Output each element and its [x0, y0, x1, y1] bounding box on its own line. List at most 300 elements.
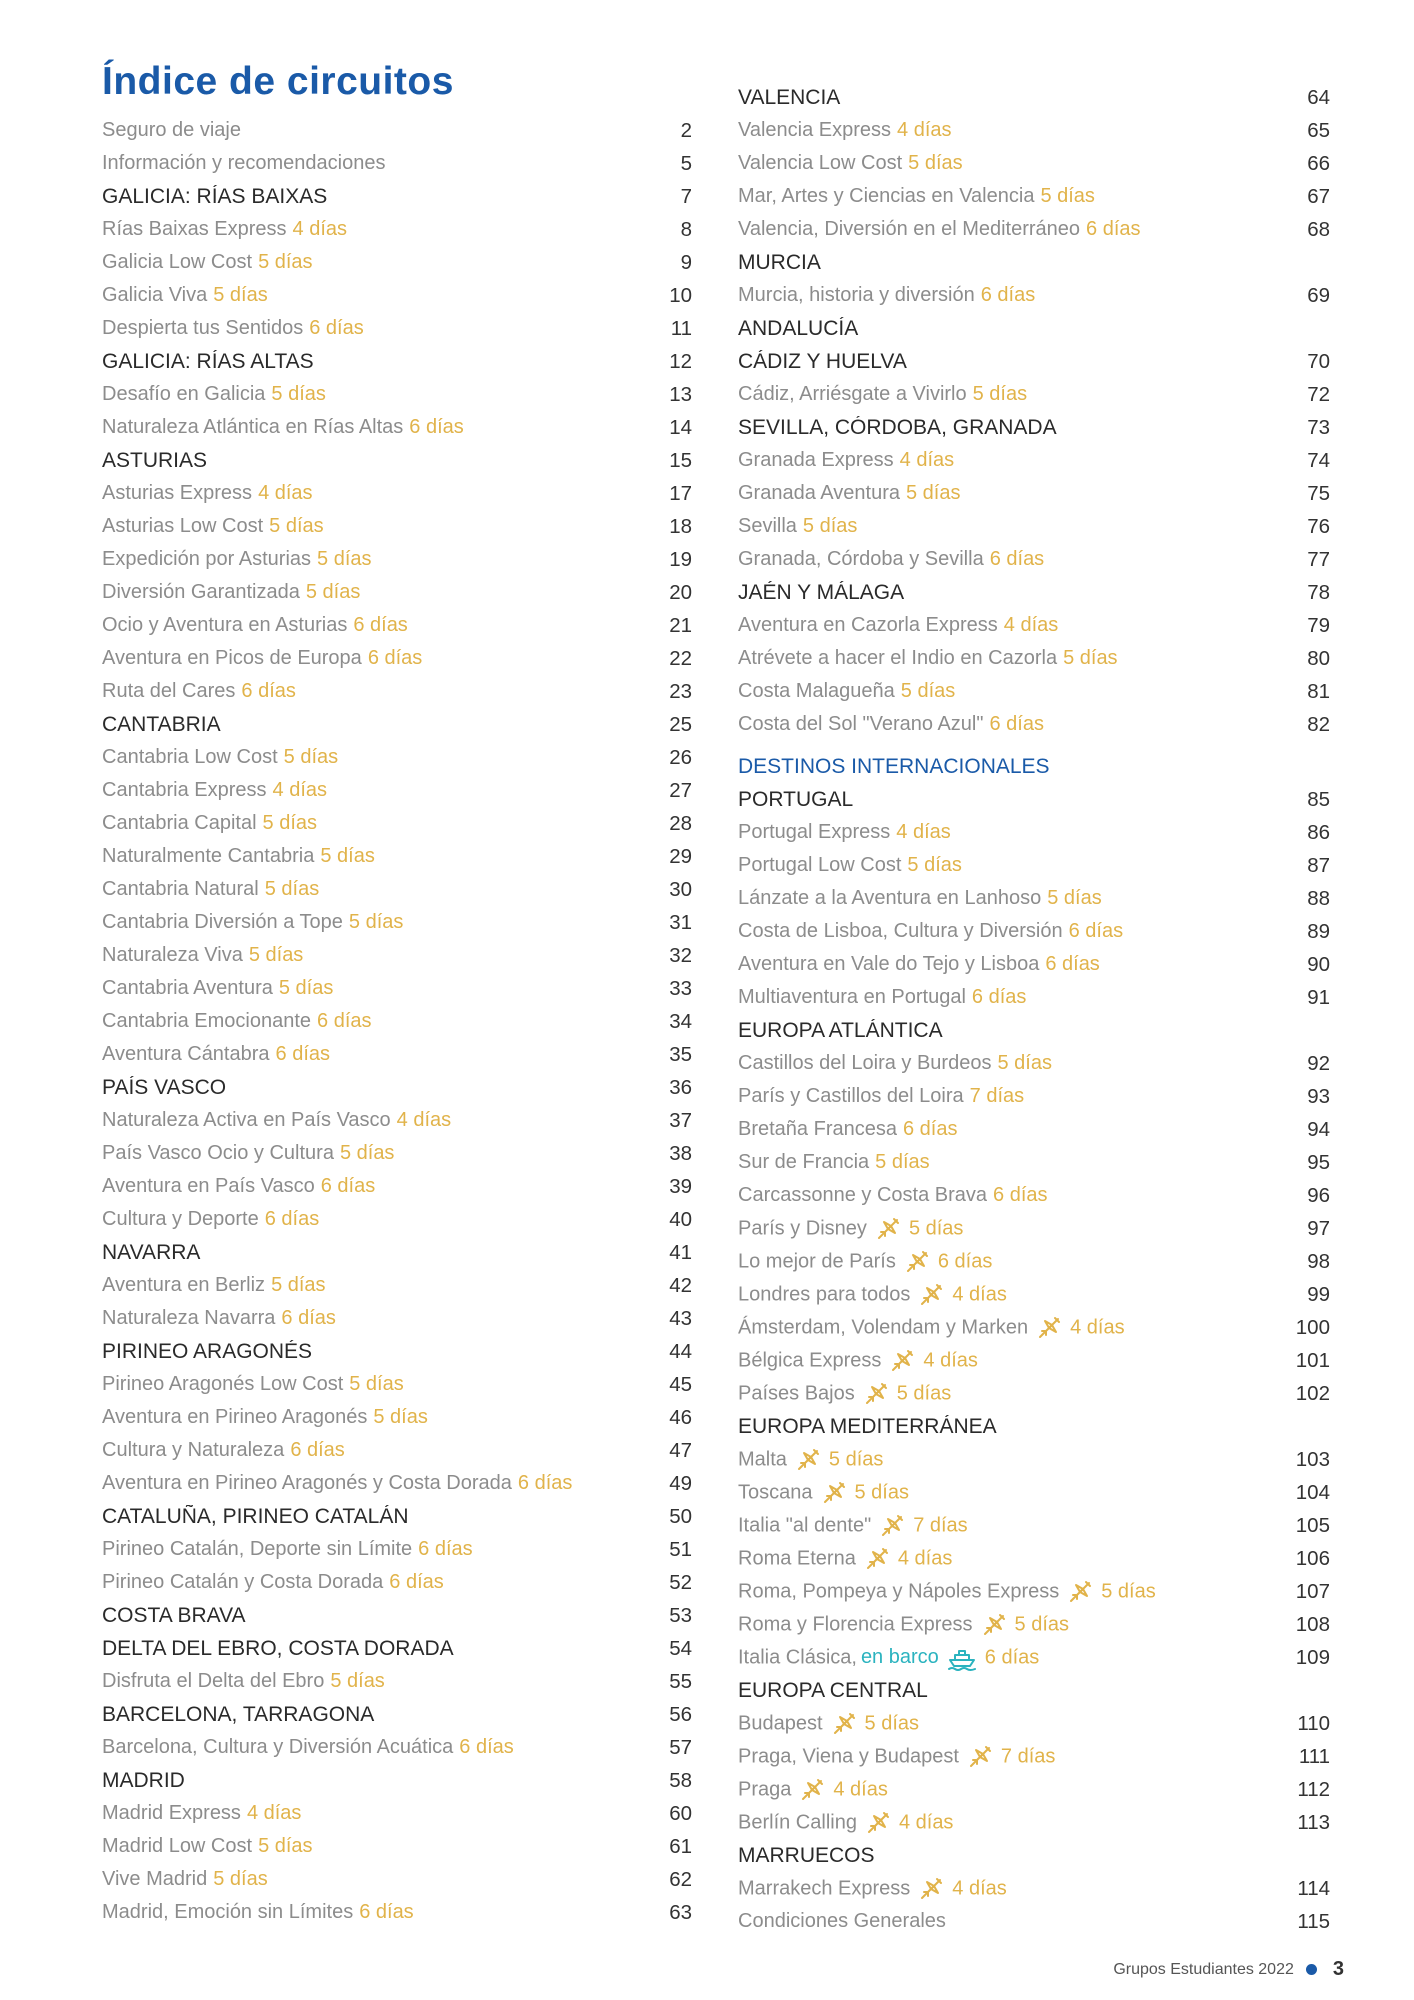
entry-duration: 6 días: [281, 1307, 336, 1329]
entry-title: Información y recomendaciones: [102, 152, 386, 174]
entry-title: Aventura en Berliz: [102, 1274, 266, 1296]
page-ref: 66: [1307, 151, 1330, 175]
entry-duration: 5 días: [348, 911, 404, 933]
entry-note: en barco: [860, 1645, 939, 1668]
entry-title: Naturaleza Atlántica en Rías Altas: [102, 416, 404, 438]
entry-title: Cantabria Aventura: [102, 977, 273, 999]
entry-title: Naturaleza Activa en País Vasco: [102, 1109, 391, 1131]
entry-title: GALICIA: RÍAS BAIXAS: [102, 184, 328, 208]
entry-title: Asturias Low Cost: [102, 515, 264, 537]
entry-text: [102, 812, 642, 835]
entry-title: Marrakech Express: [738, 1876, 911, 1899]
entry-text: [738, 1645, 1280, 1671]
page-ref: 104: [1295, 1480, 1330, 1504]
entry-title: EUROPA CENTRAL: [738, 1678, 928, 1702]
toc-entry-aventura-en-pirineo-aragones: [102, 1401, 692, 1434]
toc-entry-italia-clasica: [738, 1641, 1330, 1674]
entry-text: [738, 383, 1280, 406]
toc-entry-naturaleza-navarra: [102, 1302, 692, 1335]
toc-section-murcia: [738, 246, 1330, 279]
page-ref: 108: [1295, 1612, 1330, 1636]
page-ref: 56: [669, 1702, 692, 1726]
entry-text: [102, 944, 642, 967]
page-ref: 74: [1307, 448, 1330, 472]
page-ref: 28: [669, 811, 692, 835]
page-ref: 78: [1307, 580, 1330, 604]
entry-title: Portugal Express: [738, 821, 891, 843]
page-ref: 113: [1297, 1810, 1330, 1834]
entry-title: Ámsterdam, Volendam y Marken: [738, 1315, 1029, 1338]
entry-text: [102, 482, 642, 505]
entry-text: [102, 1868, 642, 1891]
page-ref: 81: [1307, 679, 1330, 703]
entry-title: Londres para todos: [738, 1282, 911, 1305]
entry-duration: 4 días: [897, 1546, 953, 1569]
entry-title: País Vasco Ocio y Cultura: [102, 1142, 334, 1164]
toc-entry-galicia-viva: [102, 279, 692, 312]
page-ref: 73: [1307, 415, 1330, 439]
entry-title: PORTUGAL: [738, 787, 854, 811]
entry-duration: 4 días: [833, 1777, 888, 1800]
plane-icon: [865, 1810, 891, 1836]
entry-text: [102, 1835, 642, 1858]
page-ref: 76: [1307, 514, 1330, 538]
entry-duration: 5 días: [900, 680, 956, 702]
entry-text: [102, 416, 642, 439]
toc-right-column: [738, 81, 1330, 1938]
entry-text: [738, 1249, 1280, 1275]
entry-duration: 5 días: [1101, 1579, 1156, 1602]
entry-text: [738, 1810, 1280, 1836]
toc-entry-portugal-express: [738, 816, 1330, 849]
toc-section-galicia-rias-baixas: [102, 180, 692, 213]
page-ref: 101: [1295, 1348, 1330, 1372]
page-ref: 30: [669, 877, 692, 901]
entry-text: [738, 986, 1280, 1009]
entry-title: Bretaña Francesa: [738, 1118, 897, 1140]
page-ref: 52: [669, 1570, 692, 1594]
entry-duration: 7 días: [1000, 1744, 1056, 1767]
page-ref: 61: [669, 1834, 692, 1858]
page-ref: 90: [1307, 952, 1330, 976]
entry-text: [738, 1216, 1280, 1242]
page-ref: 36: [669, 1075, 692, 1099]
toc-entry-pais-vasco-ocio-y-cultura: [102, 1137, 692, 1170]
toc-entry-cantabria-emocionante: [102, 1005, 692, 1038]
entry-text: [738, 1118, 1280, 1141]
entry-title: Vive Madrid: [102, 1868, 208, 1890]
page-ref: 67: [1307, 184, 1330, 208]
plane-icon: [821, 1480, 847, 1506]
page-ref: 111: [1298, 1744, 1330, 1768]
page-ref: 96: [1307, 1183, 1330, 1207]
page-ref: 44: [669, 1339, 692, 1363]
toc-entry-castillos-del-loira-y-burdeos: [738, 1047, 1330, 1080]
toc-section-navarra: [102, 1236, 692, 1269]
page-ref: 79: [1307, 613, 1330, 637]
toc-entry-expedicion-por-asturias: [102, 543, 692, 576]
page-ref: 75: [1307, 481, 1330, 505]
entry-title: Aventura en Pirineo Aragonés y Costa Dorada: [102, 1472, 512, 1494]
entry-text: [738, 680, 1280, 703]
toc-entry-naturaleza-viva: [102, 939, 692, 972]
entry-duration: 5 días: [213, 284, 268, 306]
toc-entry-marrakech-express: [738, 1872, 1330, 1905]
entry-text: [102, 119, 642, 142]
entry-text: [738, 548, 1280, 571]
entry-text: [738, 1085, 1280, 1108]
entry-text: [102, 350, 642, 374]
entry-duration: 5 días: [908, 1216, 964, 1239]
entry-title: Roma Eterna: [738, 1546, 856, 1569]
page-ref: 13: [669, 382, 692, 406]
page-ref: 69: [1307, 283, 1330, 307]
entry-duration: 6 días: [353, 614, 408, 636]
toc-entry-disfruta-el-delta-del-ebro: [102, 1665, 692, 1698]
entry-title: Galicia Low Cost: [102, 251, 253, 273]
entry-text: [102, 1736, 642, 1759]
entry-title: Desafío en Galicia: [102, 383, 266, 405]
entry-duration: 5 días: [339, 1142, 395, 1164]
entry-title: SEVILLA, CÓRDOBA, GRANADA: [738, 415, 1057, 439]
entry-duration: 6 días: [418, 1538, 473, 1560]
entry-title: Cantabria Low Cost: [102, 746, 278, 768]
toc-entry-roma-y-florencia-express: [738, 1608, 1330, 1641]
page-ref: 40: [669, 1207, 692, 1231]
entry-text: [738, 920, 1280, 943]
entry-text: [738, 1282, 1280, 1308]
entry-text: [738, 713, 1280, 736]
entry-title: Madrid Low Cost: [102, 1835, 253, 1857]
toc-section-valencia: [738, 81, 1330, 114]
entry-duration: 5 días: [264, 878, 320, 900]
toc-section-jaen-y-malaga: [738, 576, 1330, 609]
page-ref: 7: [680, 184, 692, 208]
entry-text: [102, 1043, 642, 1066]
page-ref: 109: [1295, 1645, 1330, 1669]
plane-icon: [831, 1711, 857, 1737]
entry-text: [102, 878, 642, 901]
entry-duration: 5 días: [271, 1274, 326, 1296]
toc-entry-granada-aventura: [738, 477, 1330, 510]
toc-entry-paris-y-castillos-del-loira: [738, 1080, 1330, 1113]
entry-title: Malta: [738, 1447, 787, 1470]
entry-duration: 4 días: [292, 218, 347, 240]
entry-text: [738, 1711, 1280, 1737]
entry-title: BARCELONA, TARRAGONA: [102, 1702, 375, 1726]
entry-text: [738, 251, 1280, 275]
toc-entry-costa-malaguena: [738, 675, 1330, 708]
entry-duration: 5 días: [802, 515, 858, 537]
entry-text: [102, 1010, 642, 1033]
toc-entry-aventura-en-pais-vasco: [102, 1170, 692, 1203]
entry-title: Pirineo Catalán y Costa Dorada: [102, 1571, 384, 1593]
entry-text: [102, 1670, 642, 1693]
toc-entry-cultura-y-naturaleza: [102, 1434, 692, 1467]
entry-text: [738, 755, 1280, 779]
page-ref: 86: [1307, 820, 1330, 844]
entry-duration: 6 días: [937, 1249, 993, 1272]
entry-text: [738, 1052, 1280, 1075]
entry-duration: 6 días: [309, 317, 364, 339]
toc-entry-desafio-en-galicia: [102, 378, 692, 411]
entry-title: Murcia, historia y diversión: [738, 284, 975, 306]
entry-text: [102, 1703, 642, 1727]
page-ref: 103: [1295, 1447, 1330, 1471]
toc-entry-paises-bajos: [738, 1377, 1330, 1410]
toc-entry-aventura-en-pirineo-aragones-y-costa-dorada: [102, 1467, 692, 1500]
entry-text: [102, 614, 642, 637]
entry-text: [102, 1802, 642, 1825]
page-ref: 105: [1295, 1513, 1330, 1537]
entry-duration: 5 días: [349, 1373, 404, 1395]
entry-duration: 4 días: [246, 1802, 302, 1824]
entry-text: [738, 350, 1280, 374]
entry-text: [738, 1744, 1280, 1770]
toc-entry-costa-del-sol-verano-azul: [738, 708, 1330, 741]
plane-icon: [795, 1447, 821, 1473]
page-ref: 99: [1307, 1282, 1330, 1306]
toc-section-destinos-internacionales: [738, 750, 1330, 783]
toc-entry-praga-viena-y-budapest: [738, 1740, 1330, 1773]
toc-entry-naturaleza-atlantica-en-rias-altas: [102, 411, 692, 444]
toc-entry-granada-express: [738, 444, 1330, 477]
entry-text: [102, 185, 642, 209]
entry-text: [102, 1406, 642, 1429]
entry-text: [102, 779, 642, 802]
entry-duration: 6 días: [902, 1118, 958, 1140]
entry-title: Despierta tus Sentidos: [102, 317, 304, 339]
page-ref: 89: [1307, 919, 1330, 943]
toc-entry-sur-de-francia: [738, 1146, 1330, 1179]
toc-entry-aventura-en-vale-do-tejo-y-lisboa: [738, 948, 1330, 981]
page-ref: 88: [1307, 886, 1330, 910]
page-ref: 115: [1297, 1909, 1330, 1933]
page-ref: 65: [1307, 118, 1330, 142]
entry-text: [738, 1019, 1280, 1043]
entry-title: Lánzate a la Aventura en Lanhoso: [738, 887, 1042, 909]
page-ref: 64: [1307, 85, 1330, 109]
entry-duration: 6 días: [290, 1439, 345, 1461]
toc-entry-pirineo-catalan-y-costa-dorada: [102, 1566, 692, 1599]
page-ref: 92: [1307, 1051, 1330, 1075]
toc-section-galicia-rias-altas: [102, 345, 692, 378]
entry-text: [102, 713, 642, 737]
toc-section-pirineo-aragones: [102, 1335, 692, 1368]
entry-title: Cantabria Capital: [102, 812, 257, 834]
page-number: 3: [1332, 1958, 1344, 1980]
toc-entry-praga: [738, 1773, 1330, 1806]
entry-text: [102, 152, 642, 175]
entry-title: Granada Aventura: [738, 482, 900, 504]
entry-text: [738, 1844, 1280, 1868]
entry-duration: 4 días: [897, 119, 952, 141]
entry-text: [738, 1876, 1280, 1902]
entry-text: [738, 1415, 1280, 1439]
entry-duration: 6 días: [317, 1010, 372, 1032]
entry-text: [738, 1480, 1280, 1506]
page-ref: 95: [1307, 1150, 1330, 1174]
page-ref: 19: [669, 547, 692, 571]
toc-entry-naturaleza-activa-en-pais-vasco: [102, 1104, 692, 1137]
entry-text: [102, 1604, 642, 1628]
entry-title: PAÍS VASCO: [102, 1075, 227, 1099]
entry-title: Aventura Cántabra: [102, 1043, 270, 1065]
entry-title: Cantabria Emocionante: [102, 1010, 312, 1032]
page-title: Índice de circuitos: [102, 60, 454, 103]
entry-text: [102, 317, 642, 340]
entry-title: Naturaleza Navarra: [102, 1307, 276, 1329]
entry-title: MARRUECOS: [738, 1843, 875, 1867]
entry-duration: 5 días: [908, 152, 963, 174]
plane-icon: [889, 1348, 915, 1374]
toc-section-madrid: [102, 1764, 692, 1797]
toc-entry-toscana: [738, 1476, 1330, 1509]
toc-section-marruecos: [738, 1839, 1330, 1872]
plane-icon: [918, 1282, 944, 1308]
page-ref: 94: [1307, 1117, 1330, 1141]
entry-title: Cantabria Natural: [102, 878, 259, 900]
page-ref: 35: [669, 1042, 692, 1066]
toc-entry-lo-mejor-de-paris: [738, 1245, 1330, 1278]
toc-entry-budapest: [738, 1707, 1330, 1740]
entry-title: GALICIA: RÍAS ALTAS: [102, 349, 314, 373]
entry-duration: 6 días: [459, 1736, 514, 1758]
entry-text: [102, 251, 642, 274]
entry-duration: 5 días: [905, 482, 961, 504]
entry-title: Castillos del Loira y Burdeos: [738, 1052, 992, 1074]
toc-section-costa-brava: [102, 1599, 692, 1632]
entry-text: [102, 1472, 642, 1495]
entry-duration: 6 días: [264, 1208, 320, 1230]
toc-entry-rias-baixas-express: [102, 213, 692, 246]
toc-entry-asturias-low-cost: [102, 510, 692, 543]
toc-section-sevilla-cordoba-granada: [738, 411, 1330, 444]
toc-entry-cantabria-diversion-a-tope: [102, 906, 692, 939]
entry-text: [102, 1571, 642, 1594]
page-ref: 98: [1307, 1249, 1330, 1273]
entry-duration: 4 días: [952, 1282, 1007, 1305]
entry-title: JAÉN Y MÁLAGA: [738, 580, 905, 604]
entry-duration: 6 días: [241, 680, 296, 702]
entry-text: [738, 1184, 1280, 1207]
entry-text: [738, 581, 1280, 605]
entry-title: Ocio y Aventura en Asturias: [102, 614, 348, 636]
entry-duration: 5 días: [828, 1447, 884, 1470]
toc-entry-cantabria-natural: [102, 873, 692, 906]
entry-text: [102, 1142, 642, 1165]
toc-section-barcelona-tarragona: [102, 1698, 692, 1731]
entry-title: Aventura en Cazorla Express: [738, 614, 998, 636]
entry-text: [102, 1538, 642, 1561]
entry-duration: 5 días: [1014, 1612, 1070, 1635]
toc-entry-amsterdam-volendam-y-marken: [738, 1311, 1330, 1344]
page-ref: 25: [669, 712, 692, 736]
page-ref: 77: [1307, 547, 1330, 571]
page-ref: 12: [669, 349, 692, 373]
entry-text: [102, 581, 642, 604]
entry-title: Cantabria Diversión a Tope: [102, 911, 343, 933]
entry-text: [738, 854, 1280, 877]
entry-text: [102, 1307, 642, 1330]
entry-text: [738, 119, 1280, 142]
entry-text: [102, 1901, 642, 1924]
page-ref: 87: [1307, 853, 1330, 877]
entry-title: Granada, Córdoba y Sevilla: [738, 548, 984, 570]
entry-title: Praga: [738, 1777, 792, 1800]
entry-text: [738, 647, 1280, 670]
entry-text: [738, 515, 1280, 538]
entry-duration: 4 días: [923, 1348, 978, 1371]
toc-entry-lanzate-a-la-aventura-en-lanhoso: [738, 882, 1330, 915]
toc-entry-berlin-calling: [738, 1806, 1330, 1839]
entry-title: Lo mejor de París: [738, 1249, 896, 1272]
page-ref: 112: [1297, 1777, 1330, 1801]
toc-entry-cadiz-arriesgate-a-vivirlo: [738, 378, 1330, 411]
entry-text: [102, 647, 642, 670]
entry-duration: 5 días: [972, 383, 1028, 405]
entry-duration: 5 días: [1040, 185, 1095, 207]
toc-entry-cantabria-low-cost: [102, 741, 692, 774]
entry-duration: 6 días: [989, 548, 1045, 570]
entry-text: [102, 1340, 642, 1364]
page-ref: 97: [1307, 1216, 1330, 1240]
toc-entry-naturalmente-cantabria: [102, 840, 692, 873]
entry-duration: 6 días: [409, 416, 464, 438]
toc-entry-valencia-diversion-en-el-mediterraneo: [738, 213, 1330, 246]
toc-section-andalucia: [738, 312, 1330, 345]
entry-text: [102, 1505, 642, 1529]
entry-duration: 5 días: [305, 581, 361, 603]
page-ref: 14: [669, 415, 692, 439]
page-ref: 41: [669, 1240, 692, 1264]
entry-text: [738, 1546, 1280, 1572]
entry-duration: 4 días: [1003, 614, 1059, 636]
plane-icon: [799, 1777, 825, 1803]
page-ref: 39: [669, 1174, 692, 1198]
page-ref: 32: [669, 943, 692, 967]
entry-text: [738, 1612, 1280, 1638]
entry-duration: 4 días: [272, 779, 328, 801]
entry-duration: 6 días: [389, 1571, 444, 1593]
entry-duration: 5 días: [1047, 887, 1102, 909]
toc-entry-madrid-emocion-sin-limites: [102, 1896, 692, 1929]
page-ref: 47: [669, 1438, 692, 1462]
entry-title: Galicia Viva: [102, 284, 208, 306]
page-ref: 50: [669, 1504, 692, 1528]
entry-duration: 4 días: [899, 449, 955, 471]
entry-text: [738, 614, 1280, 637]
entry-duration: 7 días: [913, 1513, 968, 1536]
entry-title: Cádiz, Arriésgate a Vivirlo: [738, 383, 967, 405]
entry-text: [738, 482, 1280, 505]
entry-text: [102, 218, 642, 241]
toc-entry-carcassonne-y-costa-brava: [738, 1179, 1330, 1212]
toc-entry-murcia-historia-y-diversion: [738, 279, 1330, 312]
plane-icon: [879, 1513, 905, 1539]
page-ref: 54: [669, 1636, 692, 1660]
entry-title: COSTA BRAVA: [102, 1603, 246, 1627]
toc-entry-diversion-garantizada: [102, 576, 692, 609]
entry-text: [738, 1348, 1280, 1374]
entry-title: Seguro de viaje: [102, 119, 241, 141]
entry-title: París y Castillos del Loira: [738, 1085, 964, 1107]
entry-title: Cultura y Deporte: [102, 1208, 259, 1230]
toc-entry-ocio-y-aventura-en-asturias: [102, 609, 692, 642]
entry-text: [738, 218, 1280, 241]
entry-duration: 6 días: [359, 1901, 414, 1923]
entry-title: Ruta del Cares: [102, 680, 236, 702]
